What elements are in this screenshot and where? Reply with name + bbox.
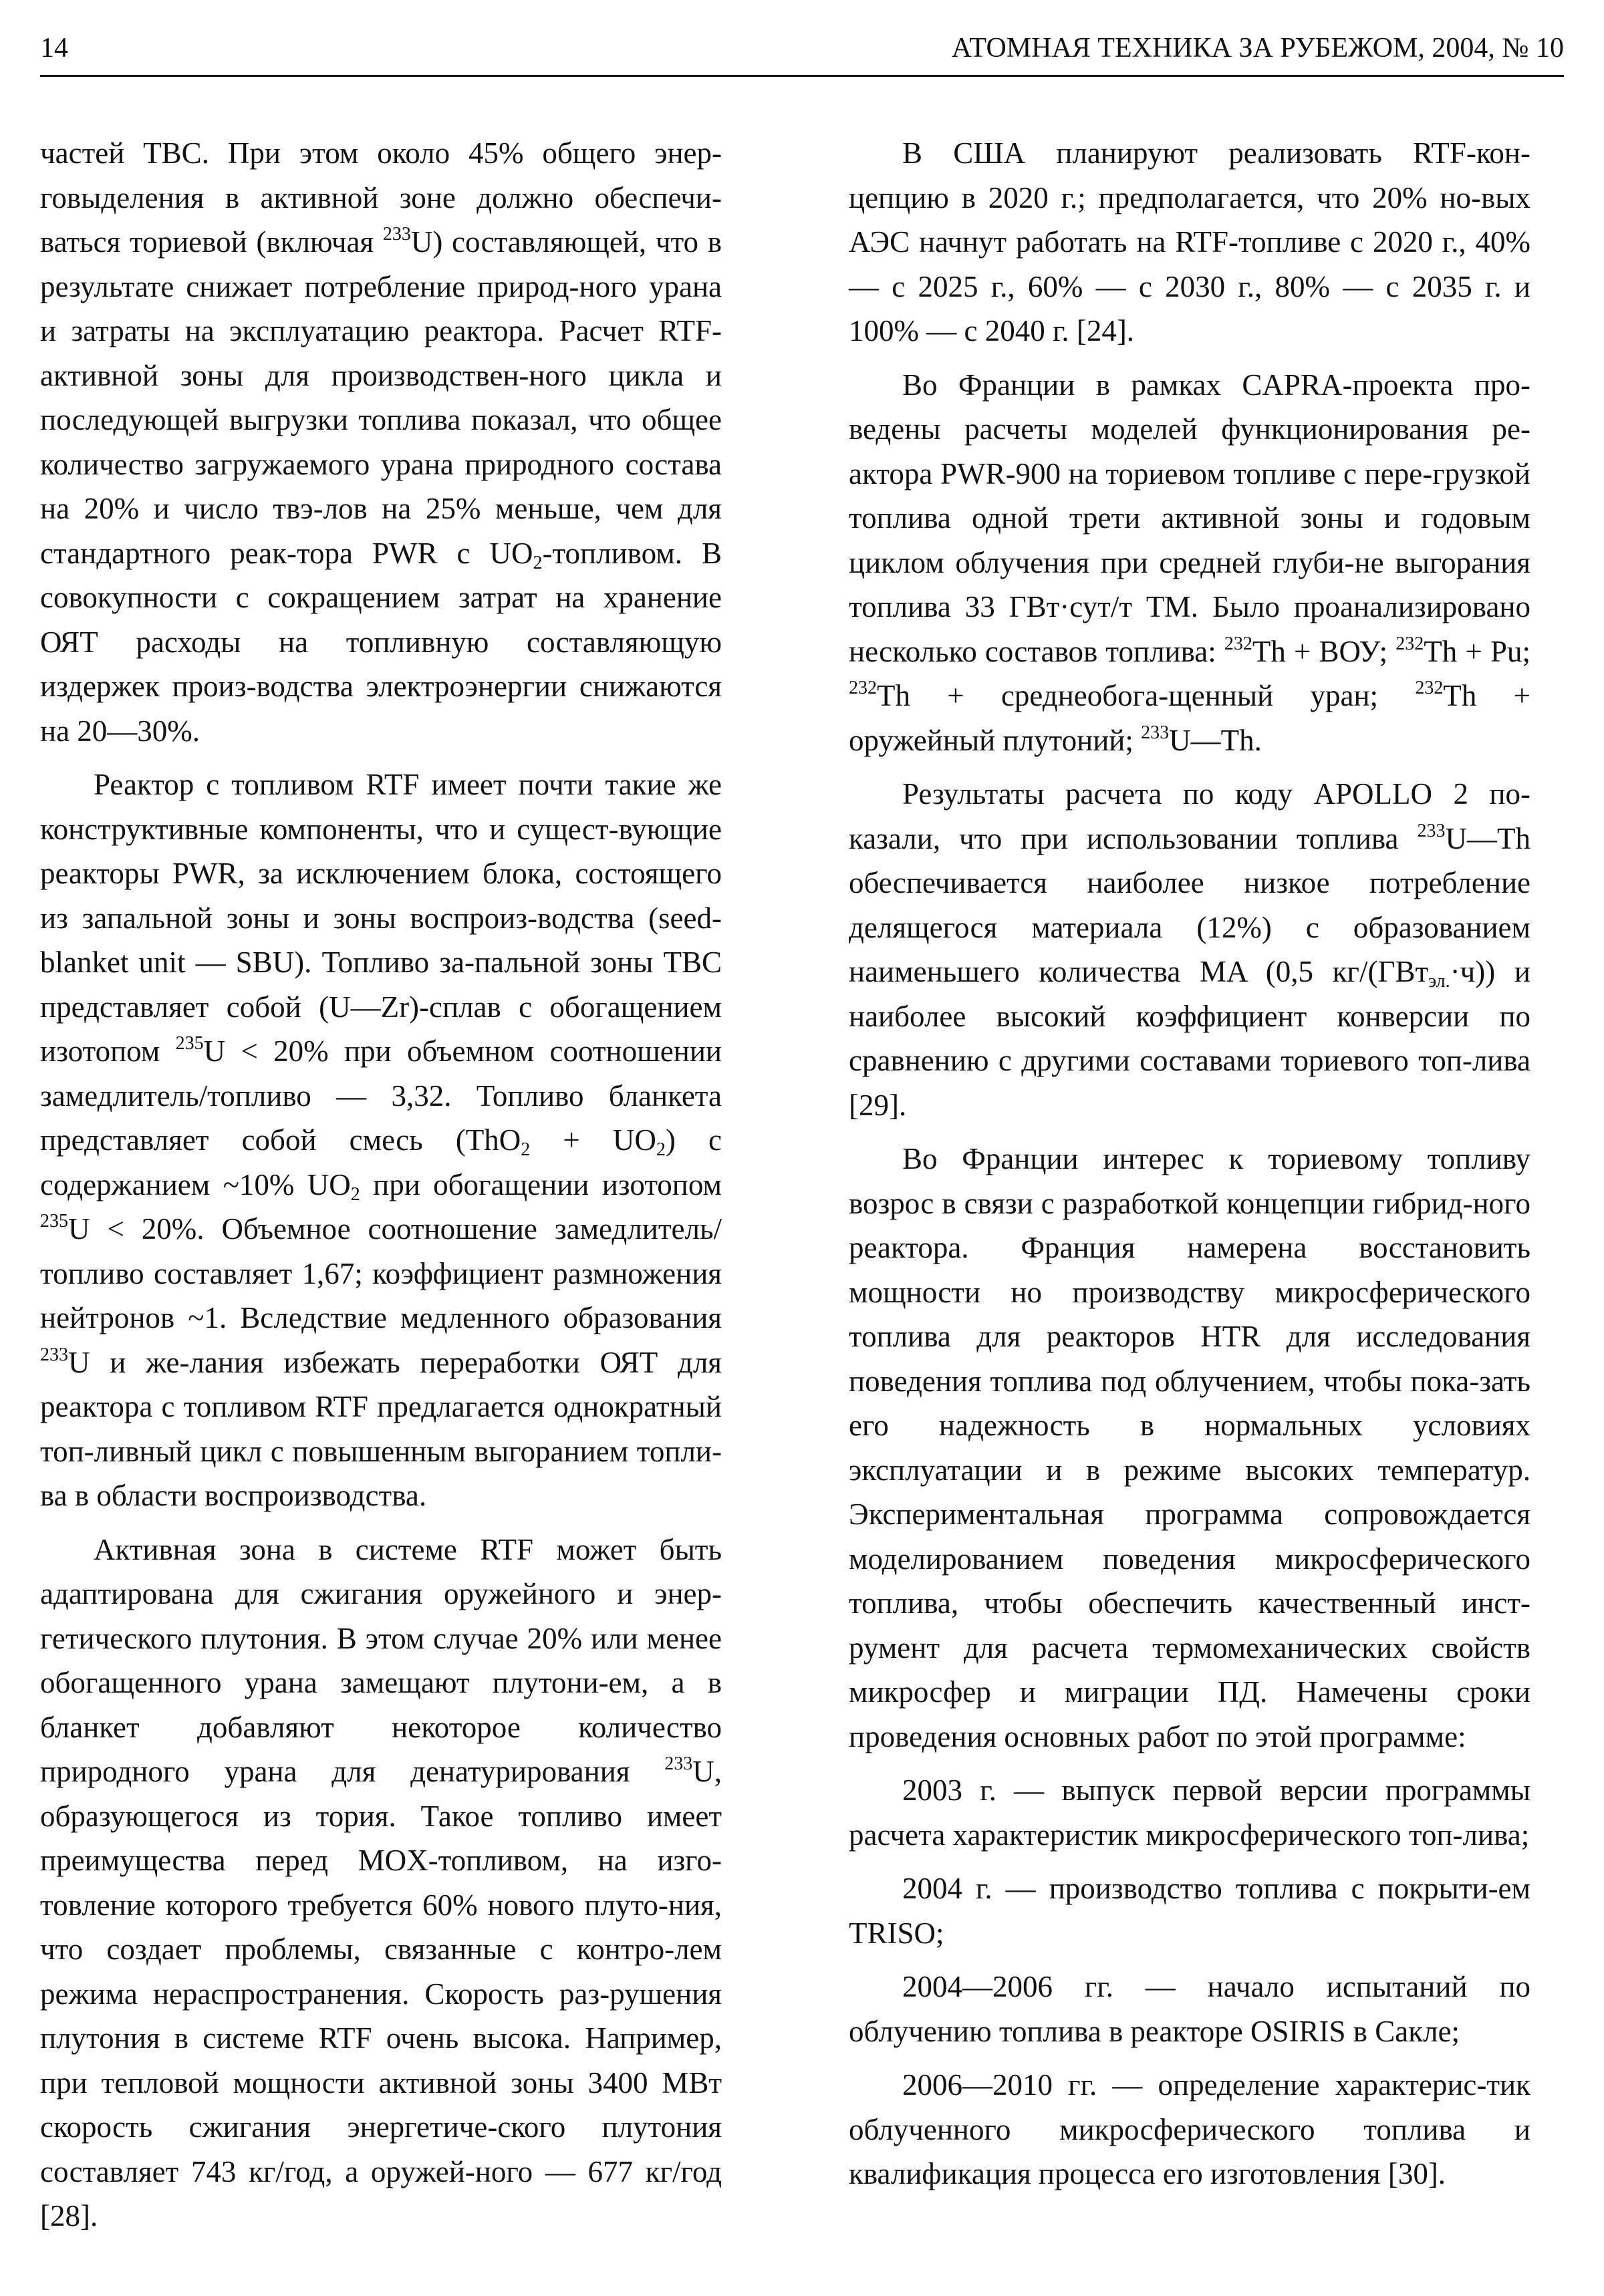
journal-title: АТОМНАЯ ТЕХНИКА ЗА РУБЕЖОМ, 2004, № 10 xyxy=(951,33,1564,63)
paragraph: Реактор с топливом RTF имеет почти такие же конструктивные компоненты, что и сущест-вующие реакторы PWR, за исключением блока, состоящего из запальной зоны и зоны воспроиз-водства (seed-blanket unit — SBU). Топливо за-пальной зоны ТВС представляет собой (U—Zr)-сплав с обогащением изотопом $^{235}$U < 20% при объемном соотношении замедлитель/топливо — 3,32. Топливо бланкета представляет собой смесь $(ThO_2 + UO_2)$ с содержанием ~10% $UO_2$ при обогащении изотопом $^{235}$U < 20%. Объемное соотношение замедлитель/топливо составляет 1,67; коэффициент размножения нейтронов ~1. Вследствие медленного образования $^{233}$U и же-лания избежать переработки ОЯТ для реактора с топливом RTF предлагается однократный топ-ливный цикл с повышенным выгоранием топли-ва в области воспроизводства. xyxy=(40,768,722,1512)
paragraph: Во Франции интерес к ториевому топливу возрос в связи с разработкой концепции гибрид-ного реактора. Франция намерена восстановить мощности но производству микросферического топлива для реакторов HTR для исследования поведения топлива под облучением, чтобы пока-зать его надежность в нормальных условиях эксплуатации и в режиме высоких температур. Экспериментальная программа сопровождается моделированием поведения микросферического топлива, чтобы обеспечить качественный инст-румент для расчета термомеханических свойств микросфер и миграции ПД. Намечены сроки проведения основных работ по этой программе: xyxy=(849,1142,1530,1753)
left-column xyxy=(40,131,722,2248)
paragraph: Во Франции в рамках CAPRA-проекта про-ведены расчеты моделей функционирования ре-актора PWR-900 на ториевом топливе с пере-грузкой топлива одной трети активной зоны и годовым циклом облучения при средней глуби-не выгорания топлива 33 ГВт·сут/т ТМ. Было проанализировано несколько составов топлива: $^{232}$Th + ВОУ; $^{232}$Th + Pu; $^{232}$Th + среднеобога-щенный уран; $^{232}$Th + оружейный плутоний; $^{233}$U—Th. xyxy=(849,368,1530,757)
paragraph: Активная зона в системе RTF может быть адаптирована для сжигания оружейного и энер-гетического плутония. В этом случае 20% или менее обогащенного урана замещают плутони-ем, а в бланкет добавляют некоторое количество природного урана для денатурирования $^{233}$U, образующегося из тория. Такое топливо имеет преимущества перед MOX-топливом, на изго-товление которого требуется 60% нового плуто-ния, что создает проблемы, связанные с контро-лем режима нераспространения. Скорость раз-рушения плутония в системе RTF очень высока. Например, при тепловой мощности активной зоны 3400 МВт скорость сжигания энергетиче-ского плутония составляет 743 кг/год, а оружей-ного — 677 кг/год [28]. xyxy=(40,1532,722,2233)
paragraph: В США планируют реализовать RTF-кон-цепцию в 2020 г.; предполагается, что 20% но-вых АЭС начнут работать на RTF-топливе с 2020 г., 40% — с 2025 г., 60% — с 2030 г., 80% — с 2035 г. и 100% — с 2040 г. [24]. xyxy=(849,136,1530,347)
right-column xyxy=(849,131,1530,2206)
list-item: 2004 г. — производство топлива с покрыти-ем TRISO; xyxy=(849,1872,1530,1950)
list-item: 2004—2006 гг. — начало испытаний по облучению топлива в реакторе OSIRIS в Сакле; xyxy=(849,1970,1530,2048)
paragraph: частей ТВС. При этом около 45% общего энер-говыделения в активной зоне должно обеспечи-ваться ториевой (включая $^{233}$U) составляющей, что в результате снижает потребление природ-ного урана и затраты на эксплуатацию реактора. Расчет RTF-активной зоны для производствен-ного цикла и последующей выгрузки топлива показал, что общее количество загружаемого урана природного состава на 20% и число твэ-лов на 25% меньше, чем для стандартного реак-тора PWR с $UO_2$-топливом. В совокупности с сокращением затрат на хранение ОЯТ расходы на топливную составляющую издержек произ-водства электроэнергии снижаются на 20—30%. xyxy=(40,136,722,748)
page-number: 14 xyxy=(40,33,68,63)
paragraph: Результаты расчета по коду APOLLO 2 по-казали, что при использовании топлива $^{233}$U—Th обеспечивается наиболее низкое потребление делящегося материала (12%) с образованием наименьшего количества MA (0,5 кг/(ГВт$_{эл.}$·ч)) и наиболее высокий коэффициент конверсии по сравнению с другими составами ториевого топ-лива [29]. xyxy=(849,777,1531,1122)
list-item: 2006—2010 гг. — определение характерис-тик облученного микросферического топлива и квалификация процесса его изготовления [30]. xyxy=(849,2068,1530,2190)
list-item: 2003 г. — выпуск первой версии программы расчета характеристик микросферического топ-лива; xyxy=(849,1773,1530,1852)
page-header xyxy=(40,32,1564,77)
